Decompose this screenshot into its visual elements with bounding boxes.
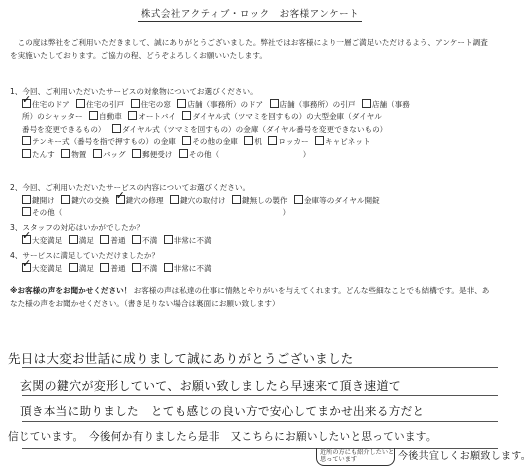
ruled-line <box>22 395 498 396</box>
question-1 <box>10 86 494 162</box>
option-house-door[interactable]: ✓住宅のドア <box>22 99 70 112</box>
option-dial-safe[interactable]: ダイヤル式（ツマミを回すもの）の金庫（ダイヤル番号を変更できないもの） <box>112 124 387 137</box>
option-desk[interactable]: 机 <box>244 136 262 149</box>
checkbox[interactable] <box>132 235 141 244</box>
option-house-window[interactable]: 住宅の窓 <box>131 99 171 112</box>
question-3-text: 3、スタッフの対応はいかがでしたか？ <box>10 223 144 232</box>
handwritten-line-4: 信じています。 今後何か有りましたら是非 又こちらにお願いしたいと思っています。 <box>8 431 437 443</box>
q1-options-row-3 <box>10 124 494 137</box>
checkbox[interactable] <box>182 136 191 145</box>
checkbox[interactable] <box>294 195 303 204</box>
option-chest[interactable]: たんす <box>22 149 55 162</box>
checkbox[interactable] <box>69 263 78 272</box>
checkbox[interactable] <box>89 111 98 120</box>
customer-voice-body: お客様の声は私達の仕事に情熱とやりがいを与えてくれます。どんな些細なことでも結構です。是非、あなた様の声をお聞かせください。（書き足りない場合は裏面にお願い致します） <box>10 286 490 308</box>
checkbox[interactable] <box>131 99 140 108</box>
ruled-line <box>22 367 498 368</box>
option-key-making[interactable]: 鍵無しの製作 <box>232 195 288 208</box>
option-dial-large-safe-cont: 番号を変更できるもの） <box>22 124 106 134</box>
option-staff-very-satisfied[interactable]: ✓大変満足 <box>22 235 62 248</box>
checkbox[interactable] <box>164 235 173 244</box>
handwritten-line-5: 今後共宜しくお願致します。 <box>398 451 531 462</box>
option-bag[interactable]: バッグ <box>93 149 126 162</box>
checkbox[interactable] <box>22 149 31 158</box>
option-shop-sliding-door[interactable]: 店舗（事務所）の引戸 <box>270 99 356 112</box>
option-service-satisfied[interactable]: 満足 <box>69 263 94 276</box>
option-other-safe[interactable]: その他の金庫 <box>182 136 238 149</box>
option-tenkey-safe[interactable]: テンキー式（番号を指で押すもの）の金庫 <box>22 136 176 149</box>
option-staff-satisfied[interactable]: 満足 <box>69 235 94 248</box>
checkbox[interactable] <box>179 149 188 158</box>
checkbox[interactable] <box>22 195 31 204</box>
option-shop-shutter[interactable]: 店舗（事務 <box>362 99 410 112</box>
option-service-normal[interactable]: 普通 <box>100 263 125 276</box>
checkbox[interactable] <box>93 149 102 158</box>
checkbox[interactable] <box>22 136 31 145</box>
checkbox[interactable] <box>112 124 121 133</box>
checkbox[interactable] <box>69 235 78 244</box>
option-service-very-satisfied[interactable]: ✓大変満足 <box>22 263 62 276</box>
handwritten-line-1: 先日は大変お世話に成りまして誠にありがとうございました <box>8 351 354 366</box>
checkbox[interactable] <box>244 136 253 145</box>
checkbox[interactable] <box>128 111 137 120</box>
option-cabinet[interactable]: キャビネット <box>315 136 371 149</box>
option-cylinder-install[interactable]: 鍵穴の取付け <box>170 195 226 208</box>
q1-options-row-5 <box>10 149 494 162</box>
handwritten-side-note: 近所の方にも紹介したいと 思っています <box>320 449 395 463</box>
option-dial-large-safe[interactable]: ダイヤル式（ツマミを回すもの）の大型金庫（ダイヤル <box>182 111 381 124</box>
q1-options-row-2 <box>10 111 494 124</box>
checkbox[interactable] <box>61 149 70 158</box>
option-unlock[interactable]: 鍵開け <box>22 195 55 208</box>
checkbox[interactable] <box>315 136 324 145</box>
option-locker[interactable]: ロッカー <box>268 136 308 149</box>
question-1-text: 1、今回、ご利用いただいたサービスの対象物についてお選びください。 <box>10 87 258 96</box>
q3-options-row <box>10 235 494 248</box>
q2-options-row-2 <box>10 207 494 220</box>
option-staff-very-dissatisfied[interactable]: 非常に不満 <box>164 235 212 248</box>
question-2-text: 2、今回、ご利用いただいたサービスの内容についてお選びください。 <box>10 183 251 192</box>
q1-options-row-1 <box>10 99 494 112</box>
option-house-sliding-door[interactable]: 住宅の引戸 <box>76 99 124 112</box>
page-title: 株式会社アクティブ・ロック お客様アンケート <box>140 9 360 20</box>
checkbox[interactable] <box>22 207 31 216</box>
option-service-dissatisfied[interactable]: 不満 <box>132 263 157 276</box>
option-motorcycle[interactable]: オートバイ <box>128 111 176 124</box>
ruled-line <box>22 421 498 422</box>
checkbox[interactable] <box>100 263 109 272</box>
customer-voice-heading: ※お客様の声をお聞かせください！ <box>10 286 132 295</box>
option-cylinder-replace[interactable]: 鍵穴の交換 <box>61 195 109 208</box>
option-staff-dissatisfied[interactable]: 不満 <box>132 235 157 248</box>
q4-options-row <box>10 263 494 276</box>
checkbox[interactable] <box>22 263 31 272</box>
checkbox[interactable] <box>164 263 173 272</box>
option-shop-shutter-cont: 所）のシャッター <box>22 112 83 122</box>
intro-text: この度は弊社をご利用いただきまして、誠にありがとうございました。弊社ではお客様により一層ご満足いただけるよう、アンケート調査を実施いたしております。ご協力の程、どうぞよろしくお願いいたします。 <box>10 38 488 60</box>
option-storage[interactable]: 物置 <box>61 149 86 162</box>
question-4 <box>10 250 494 275</box>
q1-options-row-4 <box>10 136 494 149</box>
question-3 <box>10 222 494 247</box>
option-car[interactable]: 自動車 <box>89 111 122 124</box>
option-service-very-dissatisfied[interactable]: 非常に不満 <box>164 263 212 276</box>
checkbox[interactable] <box>132 263 141 272</box>
option-mailbox[interactable]: 郵便受け <box>132 149 172 162</box>
option-dial-unlock[interactable]: 金庫等のダイヤル開錠 <box>294 195 380 208</box>
checkbox[interactable] <box>132 149 141 158</box>
checkbox[interactable] <box>177 99 186 108</box>
question-2 <box>10 182 494 220</box>
checkbox[interactable] <box>100 235 109 244</box>
checkbox[interactable] <box>268 136 277 145</box>
q2-options-row-1 <box>10 195 494 208</box>
option-q2-other[interactable]: その他（ ） <box>22 207 290 220</box>
checkbox[interactable] <box>270 99 279 108</box>
checkbox[interactable] <box>362 99 371 108</box>
handwritten-line-3: 頂き本当に助りました とても感じの良い方で安心してまかせ出来る方だと <box>20 404 425 418</box>
question-4-text: 4、サービスに満足していただけましたか？ <box>10 251 160 260</box>
checkbox[interactable] <box>22 235 31 244</box>
title-underline <box>138 21 362 22</box>
checkbox[interactable] <box>116 195 125 204</box>
customer-voice-prompt <box>10 284 494 310</box>
handwritten-line-2: 玄関の鍵穴が変形していて、お願い致しましたら早速来て頂き速道て <box>20 379 402 393</box>
option-staff-normal[interactable]: 普通 <box>100 235 125 248</box>
checkbox[interactable] <box>232 195 241 204</box>
checkbox[interactable] <box>76 99 85 108</box>
checkbox[interactable] <box>22 99 31 108</box>
option-shop-door[interactable]: 店舗（事務所）のドア <box>177 99 263 112</box>
checkbox[interactable] <box>61 195 70 204</box>
option-cylinder-repair[interactable]: ✓ 鍵穴の修理 <box>116 195 164 208</box>
option-q1-other[interactable]: その他（ ） <box>179 149 311 162</box>
checkbox[interactable] <box>170 195 179 204</box>
checkbox[interactable] <box>182 111 191 120</box>
